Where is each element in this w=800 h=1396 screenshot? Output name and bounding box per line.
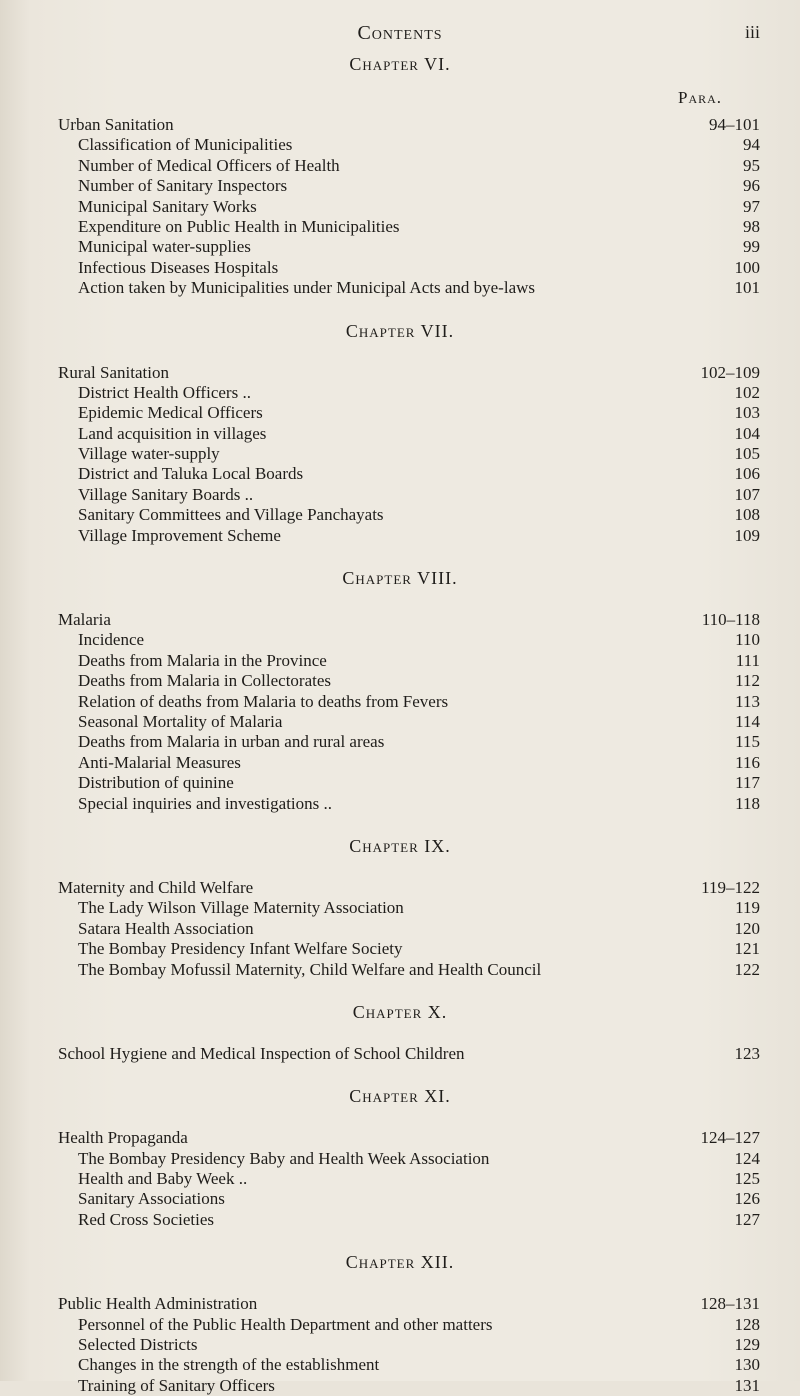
entry-title: Selected Districts [78, 1335, 198, 1355]
entry-paragraph-ref: 117 [735, 773, 760, 793]
entry-title: The Lady Wilson Village Maternity Association [78, 898, 404, 918]
entry-title: Expenditure on Public Health in Municipalities [78, 216, 400, 236]
subsection-entry [0, 526, 800, 546]
entry-paragraph-ref: 124–127 [700, 1128, 760, 1148]
subsection-entry [0, 651, 800, 671]
chapter-section [0, 980, 800, 1064]
chapter-section [0, 1230, 800, 1396]
entry-title: Municipal Sanitary Works [78, 196, 257, 216]
entry-title: Number of Medical Officers of Health [78, 155, 340, 175]
running-title: Contents [357, 22, 443, 44]
entry-paragraph-ref: 125 [734, 1169, 760, 1189]
chapter-heading: Chapter XI. [349, 1086, 451, 1107]
entry-title: Personnel of the Public Health Department and other matters [78, 1314, 493, 1334]
entry-paragraph-ref: 118 [735, 793, 760, 813]
entry-title: Classification of Municipalities [78, 135, 293, 155]
subsection-entry [0, 1169, 800, 1189]
chapter-heading: Chapter VII. [345, 320, 455, 341]
entry-paragraph-ref: 96 [743, 176, 760, 196]
entry-paragraph-ref: 109 [734, 525, 760, 545]
entry-title: Infectious Diseases Hospitals [78, 257, 279, 277]
subsection-entry [0, 939, 800, 959]
entry-title: Rural Sanitation [58, 362, 169, 382]
entry-title: Action taken by Municipalities under Municipal Acts and bye-laws [78, 278, 536, 298]
chapter-heading: Chapter VI. [349, 54, 451, 74]
entry-paragraph-ref: 95 [743, 155, 760, 175]
section-entry [0, 1044, 800, 1064]
entry-paragraph-ref: 113 [735, 691, 760, 711]
entry-title: Urban Sanitation [58, 115, 174, 134]
entry-title: Deaths from Malaria in the Province [78, 650, 327, 670]
entry-title: District and Taluka Local Boards [78, 464, 304, 484]
subsection-entry [0, 217, 800, 237]
chapter-heading: Chapter VIII. [342, 568, 458, 589]
subsection-entry [0, 960, 800, 980]
entry-paragraph-ref: 130 [734, 1355, 760, 1375]
entry-paragraph-ref: 129 [734, 1335, 760, 1355]
entry-title: Sanitary Committees and Village Panchayats [78, 505, 384, 525]
entry-paragraph-ref: 101 [734, 278, 760, 298]
subsection-entry [0, 156, 800, 176]
entry-title: Distribution of quinine [78, 773, 234, 793]
subsection-entry [0, 630, 800, 650]
section-entry [0, 610, 800, 630]
chapter-section [0, 299, 800, 547]
entry-title: Village Improvement Scheme [78, 525, 281, 545]
entry-title: Sanitary Associations [78, 1189, 225, 1209]
subsection-entry [0, 794, 800, 814]
subsection-entry [0, 258, 800, 278]
entry-title: Changes in the strength of the establishment [78, 1355, 380, 1375]
entry-title: Malaria [58, 610, 111, 630]
subsection-entry [0, 712, 800, 732]
entry-title: Special inquiries and investigations .. [78, 793, 333, 813]
entry-paragraph-ref: 126 [734, 1189, 760, 1209]
chapter-heading: Chapter XII. [345, 1252, 455, 1273]
entry-paragraph-ref: 124 [734, 1148, 760, 1168]
entry-title: Health Propaganda [58, 1128, 188, 1148]
subsection-entry [0, 898, 800, 918]
para-column-label: Para. [678, 88, 723, 107]
section-entry [0, 363, 800, 383]
entry-title: Anti-Malarial Measures [78, 752, 241, 772]
subsection-entry [0, 732, 800, 752]
subsection-entry [0, 444, 800, 464]
entry-title: Relation of deaths from Malaria to deaths from Fevers [78, 691, 449, 711]
entry-paragraph-ref: 110 [735, 630, 760, 650]
subsection-entry [0, 1149, 800, 1169]
entry-paragraph-ref: 114 [735, 711, 760, 731]
entry-title: Red Cross Societies [78, 1209, 214, 1229]
entry-paragraph-ref: 111 [735, 650, 760, 670]
entry-title: School Hygiene and Medical Inspection of School Children [58, 1043, 465, 1063]
subsection-entry [0, 383, 800, 403]
entry-paragraph-ref: 119–122 [701, 877, 760, 897]
section-entry [0, 1294, 800, 1314]
entry-title: The Bombay Presidency Infant Welfare Society [78, 939, 403, 959]
subsection-entry [0, 485, 800, 505]
subsection-entry [0, 424, 800, 444]
entry-paragraph-ref: 131 [734, 1375, 760, 1395]
entry-paragraph-ref: 128–131 [700, 1294, 760, 1314]
entry-paragraph-ref: 119 [735, 898, 760, 918]
subsection-entry [0, 1376, 800, 1396]
entry-paragraph-ref: 103 [734, 403, 760, 423]
subsection-entry [0, 753, 800, 773]
entry-title: Epidemic Medical Officers [78, 403, 263, 423]
entry-paragraph-ref: 102 [734, 382, 760, 402]
subsection-entry [0, 135, 800, 155]
subsection-entry [0, 1210, 800, 1230]
chapter-heading: Chapter IX. [349, 835, 451, 856]
entry-paragraph-ref: 102–109 [700, 362, 760, 382]
entry-title: Village Sanitary Boards .. [78, 484, 254, 504]
section-entry [0, 115, 800, 135]
subsection-entry [0, 919, 800, 939]
section-entry [0, 1128, 800, 1148]
entry-title: District Health Officers .. [78, 382, 251, 402]
entry-title: Incidence [78, 630, 145, 650]
chapter-section [0, 546, 800, 814]
chapter-heading: Chapter X. [352, 1001, 448, 1022]
page-number: iii [744, 22, 760, 42]
chapter-section [0, 814, 800, 980]
entry-paragraph-ref: 98 [743, 216, 760, 236]
entry-paragraph-ref: 105 [734, 444, 760, 464]
entry-title: The Bombay Presidency Baby and Health Week Association [78, 1148, 490, 1168]
entry-title: Training of Sanitary Officers [78, 1375, 275, 1395]
entry-paragraph-ref: 116 [735, 752, 760, 772]
entry-paragraph-ref: 120 [734, 918, 760, 938]
subsection-entry [0, 1355, 800, 1375]
entry-paragraph-ref: 107 [734, 484, 760, 504]
entry-paragraph-ref: 104 [734, 423, 760, 443]
subsection-entry [0, 176, 800, 196]
entry-paragraph-ref: 122 [734, 959, 760, 979]
entry-paragraph-ref: 100 [734, 257, 760, 277]
entry-title: Seasonal Mortality of Malaria [78, 711, 283, 731]
chapter-section [0, 115, 800, 299]
entry-paragraph-ref: 94–101 [709, 115, 760, 134]
entry-paragraph-ref: 94 [743, 135, 760, 155]
entry-title: Public Health Administration [58, 1294, 258, 1314]
entry-title: Number of Sanitary Inspectors [78, 176, 288, 196]
subsection-entry [0, 1335, 800, 1355]
entry-paragraph-ref: 121 [734, 939, 760, 959]
entry-title: Municipal water-supplies [78, 237, 251, 257]
entry-paragraph-ref: 108 [734, 505, 760, 525]
entry-title: Satara Health Association [78, 918, 254, 938]
entry-paragraph-ref: 128 [734, 1314, 760, 1334]
entry-paragraph-ref: 97 [743, 196, 760, 216]
subsection-entry [0, 1189, 800, 1209]
entry-paragraph-ref: 110–118 [701, 610, 760, 630]
section-entry [0, 878, 800, 898]
contents-list [0, 115, 800, 1396]
subsection-entry [0, 464, 800, 484]
entry-paragraph-ref: 112 [735, 671, 760, 691]
chapter-section [0, 1064, 800, 1230]
entry-paragraph-ref: 123 [734, 1043, 760, 1063]
entry-title: Deaths from Malaria in urban and rural areas [78, 732, 385, 752]
subsection-entry [0, 505, 800, 525]
entry-paragraph-ref: 115 [735, 732, 760, 752]
subsection-entry [0, 1315, 800, 1335]
entry-title: Maternity and Child Welfare [58, 877, 254, 897]
entry-title: Land acquisition in villages [78, 423, 267, 443]
subsection-entry [0, 671, 800, 691]
subsection-entry [0, 403, 800, 423]
subsection-entry [0, 692, 800, 712]
entry-title: The Bombay Mofussil Maternity, Child Welfare and Health Council [78, 959, 542, 979]
entry-paragraph-ref: 106 [734, 464, 760, 484]
subsection-entry [0, 197, 800, 217]
entry-title: Deaths from Malaria in Collectorates [78, 671, 332, 691]
entry-paragraph-ref: 99 [743, 237, 760, 257]
subsection-entry [0, 278, 800, 298]
subsection-entry [0, 237, 800, 257]
entry-title: Health and Baby Week .. [78, 1169, 248, 1189]
entry-paragraph-ref: 127 [734, 1209, 760, 1229]
entry-title: Village water-supply [78, 444, 220, 464]
subsection-entry [0, 773, 800, 793]
